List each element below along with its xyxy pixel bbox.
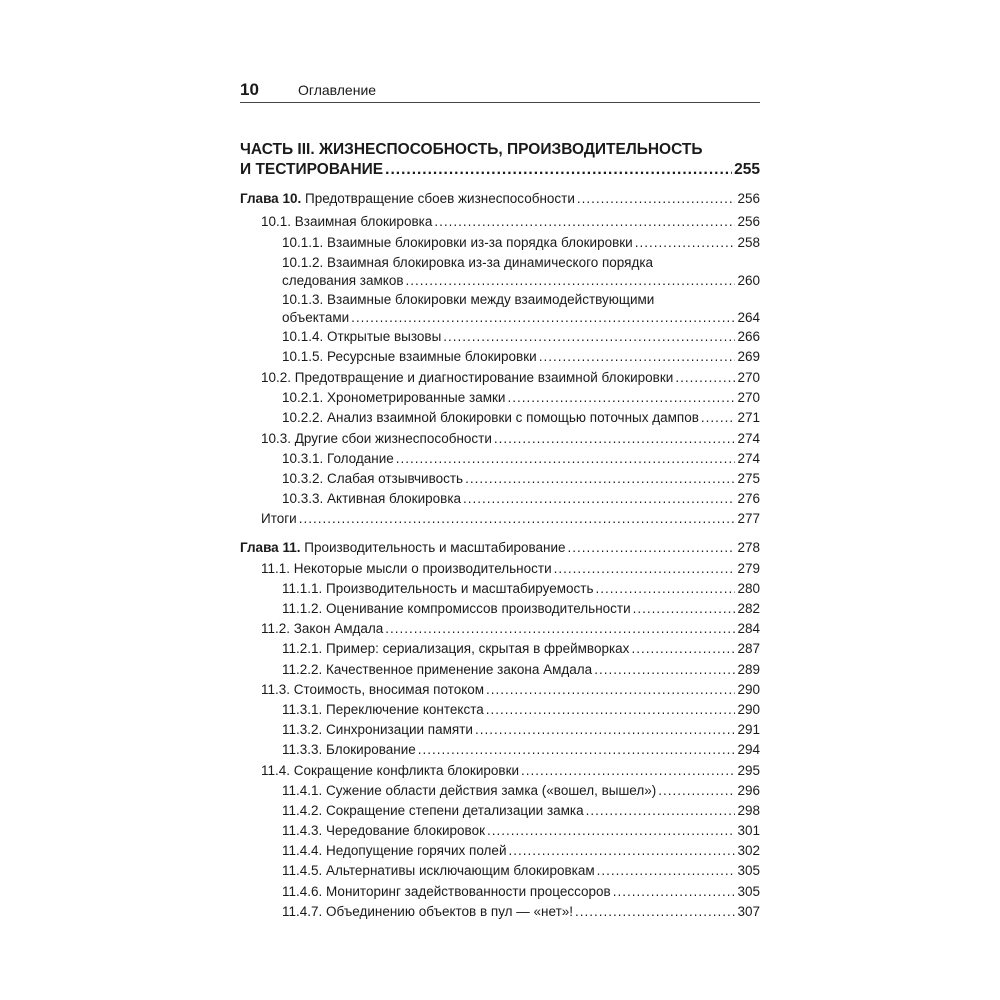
- toc-subsection-10-1-2[interactable]: [282, 254, 760, 290]
- subsection-title: 10.3.1. Голодание: [282, 451, 394, 466]
- toc-section-11-3[interactable]: [261, 681, 760, 699]
- toc-subsection-11-1-2[interactable]: [282, 600, 760, 618]
- section-title: 11.3. Стоимость, вносимая потоком: [261, 682, 485, 697]
- subsection-title-line2: следования замков: [282, 273, 404, 288]
- dot-leader: [568, 539, 736, 557]
- page-ref: 305: [737, 884, 760, 899]
- toc-subsection-11-4-4[interactable]: [282, 842, 760, 860]
- page-ref: 302: [737, 843, 760, 858]
- toc-subsection-10-3-1[interactable]: [282, 450, 760, 468]
- toc-subsection-11-3-2[interactable]: [282, 721, 760, 739]
- section-title: 10.1. Взаимная блокировка: [261, 214, 433, 229]
- subsection-title: 11.3.1. Переключение контекста: [282, 702, 484, 717]
- page-number: 10: [240, 80, 259, 99]
- section-title: 11.1. Некоторые мысли о производительности: [261, 561, 552, 576]
- dot-leader: [594, 661, 735, 679]
- dot-leader: [507, 389, 735, 407]
- dot-leader: [521, 762, 735, 780]
- subsection-title: 11.1.1. Производительность и масштабируемость: [282, 581, 594, 596]
- dot-leader: [443, 328, 735, 346]
- dot-leader: [385, 160, 732, 180]
- dot-leader: [494, 430, 736, 448]
- toc-subsection-11-2-1[interactable]: [282, 640, 760, 658]
- toc-subsection-11-4-6[interactable]: [282, 883, 760, 901]
- toc-subsection-10-1-5[interactable]: [282, 348, 760, 366]
- dot-leader: [351, 309, 735, 327]
- page-ref: 256: [737, 191, 760, 206]
- section-title: Итоги: [261, 511, 297, 526]
- part-title-line2-row: [240, 160, 760, 180]
- dot-leader: [701, 409, 736, 427]
- toc-subsection-11-4-7[interactable]: [282, 903, 760, 921]
- subsection-title-line1: 10.1.3. Взаимные блокировки между взаимодействующими: [282, 292, 655, 307]
- toc-summary[interactable]: [261, 510, 760, 528]
- toc-section-10-2[interactable]: [261, 369, 760, 387]
- toc-subsection-11-4-2[interactable]: [282, 802, 760, 820]
- page-ref: 291: [737, 722, 760, 737]
- page-ref: 279: [737, 561, 760, 576]
- subsection-title: 10.1.1. Взаимные блокировки из-за порядка блокировки: [282, 235, 633, 250]
- page-ref: 280: [737, 581, 760, 596]
- section-title: 10.2. Предотвращение и диагностирование взаимной блокировки: [261, 370, 674, 385]
- running-title: Оглавление: [298, 82, 377, 98]
- dot-leader: [635, 234, 736, 252]
- page-ref: 266: [737, 329, 760, 344]
- section-title: 10.3. Другие сбои жизнеспособности: [261, 431, 492, 446]
- toc-chapter-11[interactable]: [240, 539, 760, 557]
- subsection-title: 10.1.4. Открытые вызовы: [282, 329, 442, 344]
- page-ref: 296: [737, 783, 760, 798]
- page-ref: 258: [737, 235, 760, 250]
- part-title-line2: И ТЕСТИРОВАНИЕ: [240, 161, 384, 178]
- dot-leader: [396, 450, 736, 468]
- dot-leader: [486, 701, 736, 719]
- toc-subsection-11-1-1[interactable]: [282, 580, 760, 598]
- toc-subsection-10-2-2[interactable]: [282, 409, 760, 427]
- subsection-title: 10.3.3. Активная блокировка: [282, 491, 462, 506]
- page-ref: 275: [737, 471, 760, 486]
- dot-leader: [463, 490, 735, 508]
- page-ref: 305: [737, 863, 760, 878]
- page-ref: 270: [737, 370, 760, 385]
- toc-subsection-10-1-4[interactable]: [282, 328, 760, 346]
- subsection-title: 10.3.2. Слабая отзывчивость: [282, 471, 464, 486]
- dot-leader: [487, 822, 735, 840]
- subsection-title: 11.2.2. Качественное применение закона Амдала: [282, 662, 593, 677]
- toc-subsection-11-3-3[interactable]: [282, 741, 760, 759]
- subsection-title: 11.3.3. Блокирование: [282, 742, 416, 757]
- subsection-title-line1: 10.1.2. Взаимная блокировка из-за динамического порядка: [282, 255, 654, 270]
- toc-subsection-11-4-1[interactable]: [282, 782, 760, 800]
- subsection-title: 11.4.5. Альтернативы исключающим блокировкам: [282, 863, 595, 878]
- dot-leader: [385, 620, 735, 638]
- chapter-label: Глава 10.: [240, 191, 302, 206]
- toc-section-11-1[interactable]: [261, 560, 760, 578]
- subsection-title: 11.3.2. Синхронизации памяти: [282, 722, 473, 737]
- part-title-line1: ЧАСТЬ III. ЖИЗНЕСПОСОБНОСТЬ, ПРОИЗВОДИТЕЛЬНОСТЬ: [240, 141, 703, 158]
- page-ref: 278: [737, 540, 760, 555]
- page-header: [240, 80, 760, 103]
- page-ref: 277: [737, 511, 760, 526]
- subsection-title: 10.1.5. Ресурсные взаимные блокировки: [282, 349, 537, 364]
- subsection-title-line2: объектами: [282, 310, 350, 325]
- toc-subsection-10-1-3[interactable]: [282, 291, 760, 327]
- toc-subsection-10-3-3[interactable]: [282, 490, 760, 508]
- page-ref: 260: [737, 273, 760, 288]
- dot-leader: [465, 470, 735, 488]
- dot-leader: [434, 213, 735, 231]
- chapter-title: Предотвращение сбоев жизнеспособности: [304, 191, 575, 206]
- part-heading: [240, 140, 760, 180]
- dot-leader: [508, 842, 735, 860]
- toc-subsection-10-3-2[interactable]: [282, 470, 760, 488]
- subsection-title: 11.4.1. Сужение области действия замка («вошел, вышел»): [282, 783, 657, 798]
- page-ref: 295: [737, 763, 760, 778]
- dot-leader: [675, 369, 735, 387]
- dot-leader: [475, 721, 736, 739]
- toc-section-11-4[interactable]: [261, 762, 760, 780]
- subsection-title: 11.4.2. Сокращение степени детализации замка: [282, 803, 584, 818]
- dot-leader: [596, 580, 736, 598]
- dot-leader: [633, 600, 736, 618]
- toc-section-10-3[interactable]: [261, 430, 760, 448]
- dot-leader: [539, 348, 736, 366]
- dot-leader: [418, 741, 736, 759]
- page-ref: 256: [737, 214, 760, 229]
- toc-subsection-11-3-1[interactable]: [282, 701, 760, 719]
- subsection-title: 10.2.2. Анализ взаимной блокировки с помощью поточных дампов: [282, 410, 699, 425]
- subsection-title: 11.1.2. Оценивание компромиссов производительности: [282, 601, 631, 616]
- page-ref: 282: [737, 601, 760, 616]
- page-ref: 264: [737, 310, 760, 325]
- dot-leader: [406, 272, 736, 290]
- dot-leader: [575, 903, 735, 921]
- page-ref: 284: [737, 621, 760, 636]
- chapter-title: Производительность и масштабирование: [304, 540, 566, 555]
- chapter-label: Глава 11.: [240, 540, 301, 555]
- subsection-title: 11.2.1. Пример: сериализация, скрытая в фреймворках: [282, 641, 630, 656]
- toc-subsection-11-4-5[interactable]: [282, 862, 760, 880]
- dot-leader: [299, 510, 736, 528]
- toc-subsection-11-4-3[interactable]: [282, 822, 760, 840]
- page-ref: 294: [737, 742, 760, 757]
- dot-leader: [577, 190, 736, 208]
- page-ref: 270: [737, 390, 760, 405]
- page-ref: 307: [737, 904, 760, 919]
- page-ref: 289: [737, 662, 760, 677]
- page-ref: 301: [737, 823, 760, 838]
- page-ref: 274: [737, 451, 760, 466]
- dot-leader: [658, 782, 735, 800]
- page-ref: 276: [737, 491, 760, 506]
- toc-subsection-10-1-1[interactable]: [282, 234, 760, 252]
- toc-section-10-1[interactable]: [261, 213, 760, 231]
- subsection-title: 10.2.1. Хронометрированные замки: [282, 390, 506, 405]
- toc-subsection-11-2-2[interactable]: [282, 661, 760, 679]
- page-ref: 274: [737, 431, 760, 446]
- subsection-title: 11.4.4. Недопущение горячих полей: [282, 843, 507, 858]
- page-ref: 298: [737, 803, 760, 818]
- section-title: 11.4. Сокращение конфликта блокировки: [261, 763, 520, 778]
- page-ref: 290: [737, 682, 760, 697]
- page-ref: 255: [734, 161, 760, 178]
- toc-subsection-10-2-1[interactable]: [282, 389, 760, 407]
- subsection-title: 11.4.3. Чередование блокировок: [282, 823, 485, 838]
- dot-leader: [486, 681, 735, 699]
- dot-leader: [586, 802, 736, 820]
- dot-leader: [613, 883, 736, 901]
- subsection-title: 11.4.6. Мониторинг задействованности процессоров: [282, 884, 611, 899]
- dot-leader: [597, 862, 736, 880]
- toc-section-11-2[interactable]: [261, 620, 760, 638]
- page-ref: 287: [737, 641, 760, 656]
- page-ref: 269: [737, 349, 760, 364]
- dot-leader: [554, 560, 736, 578]
- section-title: 11.2. Закон Амдала: [261, 621, 384, 636]
- toc-chapter-10[interactable]: [240, 190, 760, 208]
- page-ref: 271: [737, 410, 760, 425]
- subsection-title: 11.4.7. Объединению объектов в пул — «нет»!: [282, 904, 574, 919]
- page-ref: 290: [737, 702, 760, 717]
- dot-leader: [631, 640, 735, 658]
